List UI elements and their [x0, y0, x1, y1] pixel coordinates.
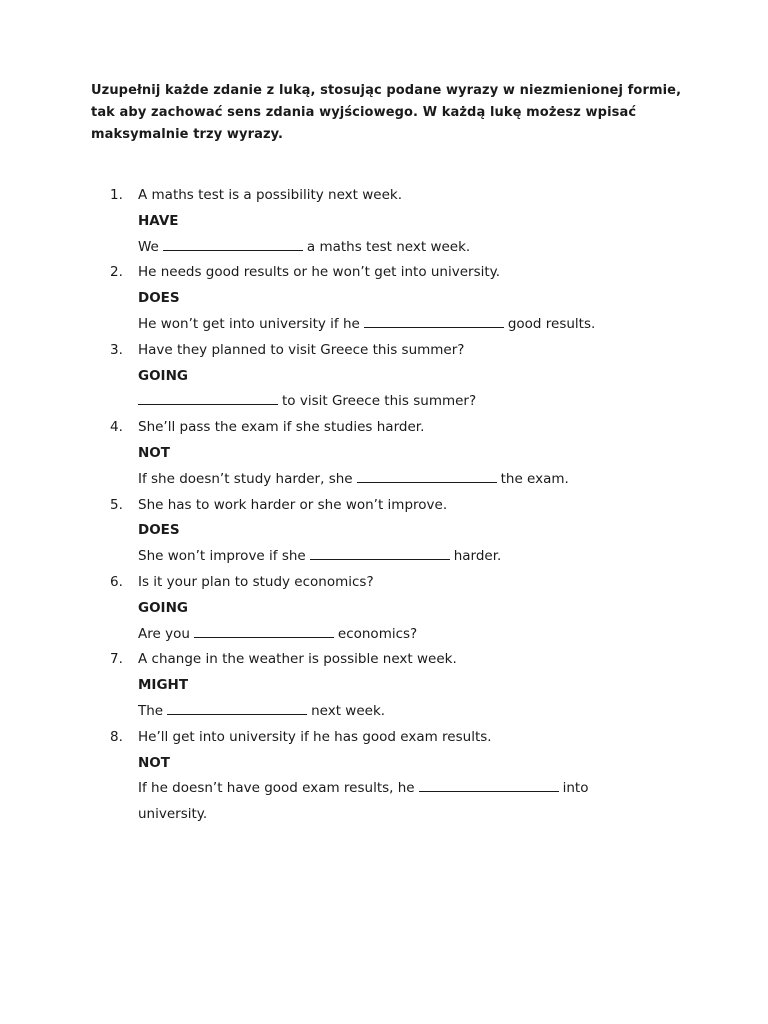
gap-text-before: He won’t get into university if he [138, 315, 360, 332]
item-number: 2. [110, 264, 123, 281]
answer-gap[interactable] [357, 468, 497, 483]
gapped-sentence [110, 699, 690, 725]
answer-gap[interactable] [163, 236, 303, 251]
gapped-sentence [110, 544, 690, 570]
gap-text-after: harder. [453, 548, 502, 565]
answer-gap[interactable] [364, 313, 504, 328]
gap-text-after: economics? [337, 625, 418, 642]
gap-text-before: Are you [138, 625, 190, 642]
item-number: 3. [110, 341, 123, 358]
gapped-sentence [110, 389, 690, 415]
answer-gap[interactable] [194, 623, 334, 638]
gap-text-before: The [138, 702, 164, 719]
exercise-item [110, 647, 690, 724]
gapped-sentence [110, 467, 690, 493]
exercise-item [110, 570, 690, 647]
original-sentence: She has to work harder or she won’t improve. [138, 496, 448, 513]
original-sentence: A change in the weather is possible next week. [138, 651, 457, 668]
exercise-list [110, 183, 690, 828]
original-sentence: She’ll pass the exam if she studies harder. [138, 419, 425, 436]
keyword: HAVE [138, 212, 179, 229]
item-number: 1. [110, 187, 123, 203]
gapped-sentence [110, 235, 690, 261]
gap-text-after: to visit Greece this summer? [282, 393, 477, 410]
keyword: GOING [138, 599, 188, 616]
keyword: DOES [138, 522, 180, 539]
exercise-item [110, 260, 690, 337]
original-sentence: Have they planned to visit Greece this summer? [138, 341, 465, 358]
exercise-item [110, 493, 690, 570]
item-number: 7. [110, 651, 123, 668]
gap-text-after: next week. [311, 702, 386, 719]
answer-gap[interactable] [138, 390, 278, 405]
gapped-sentence [110, 776, 638, 828]
item-number: 6. [110, 573, 123, 590]
answer-gap[interactable] [419, 777, 559, 792]
keyword: GOING [138, 367, 188, 384]
answer-gap[interactable] [310, 545, 450, 560]
original-sentence: A maths test is a possibility next week. [138, 187, 402, 203]
gapped-sentence [110, 312, 690, 338]
gapped-sentence [110, 622, 690, 648]
original-sentence: He’ll get into university if he has good exam results. [138, 728, 492, 745]
gap-text-before: She won’t improve if she [138, 548, 306, 565]
gap-text-after: good results. [507, 315, 596, 332]
gap-text-after: a maths test next week. [306, 238, 471, 255]
answer-gap[interactable] [167, 700, 307, 715]
item-number: 8. [110, 728, 123, 745]
exercise-item [110, 415, 690, 492]
keyword: DOES [138, 290, 180, 307]
item-number: 5. [110, 496, 123, 513]
exercise-item [110, 338, 690, 415]
keyword: NOT [138, 754, 170, 771]
gap-text-after: into university. [138, 780, 589, 823]
gap-text-before: We [138, 238, 159, 255]
exercise-item [110, 183, 690, 260]
keyword: MIGHT [138, 677, 189, 694]
keyword: NOT [138, 444, 170, 461]
gap-text-before: If he doesn’t have good exam results, he [138, 780, 415, 797]
exercise-item [110, 725, 690, 828]
instructions-text: Uzupełnij każde zdanie z luką, stosując podane wyrazy w niezmienionej formie, tak aby zachować sens zdania wyjściowego. W każdą lukę możesz wpisać maksymalnie trzy wyrazy. [91, 83, 682, 142]
original-sentence: He needs good results or he won’t get into university. [138, 264, 501, 281]
original-sentence: Is it your plan to study economics? [138, 573, 374, 590]
gap-text-before: If she doesn’t study harder, she [138, 470, 353, 487]
item-number: 4. [110, 419, 123, 436]
gap-text-after: the exam. [500, 470, 569, 487]
